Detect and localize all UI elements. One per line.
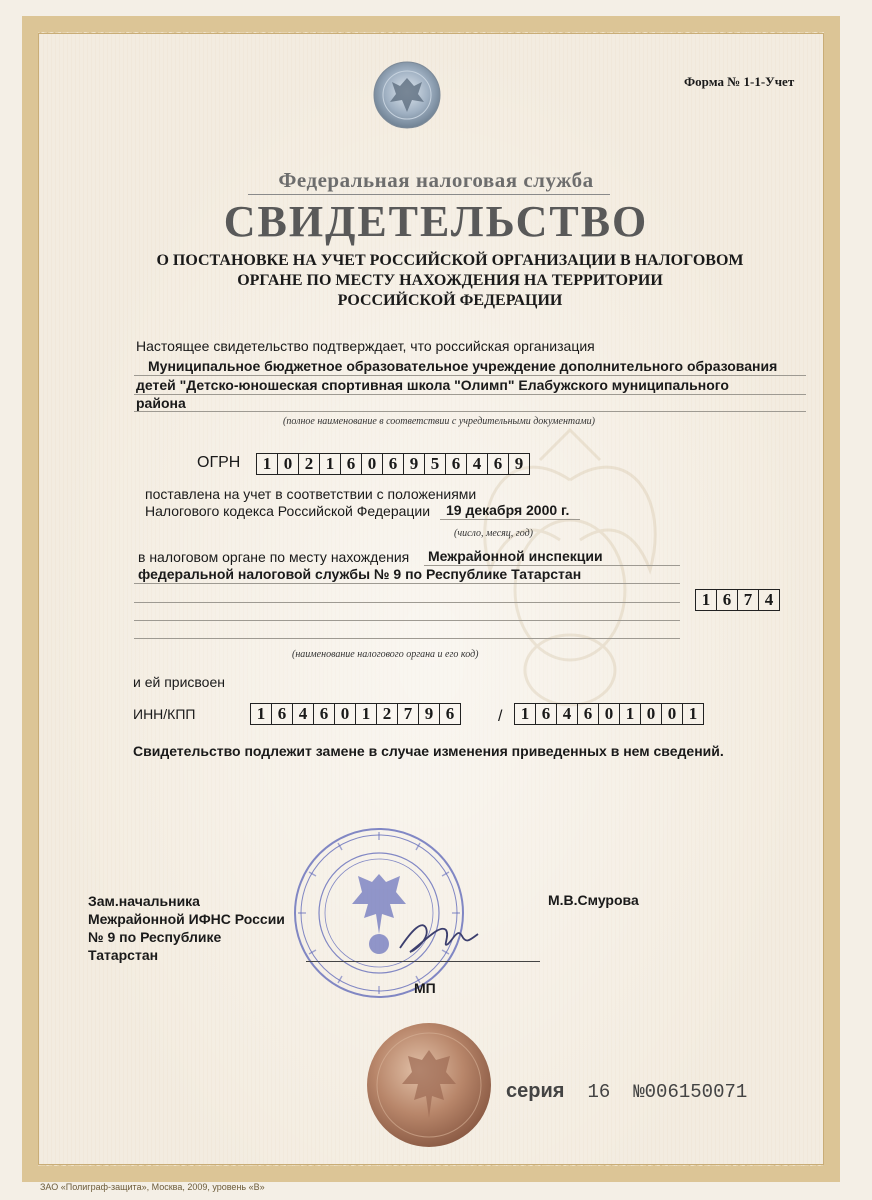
ogrn-digit: 4 — [467, 454, 488, 474]
inn-digit: 1 — [356, 704, 377, 724]
subtitle-line: ОРГАНЕ ПО МЕСТУ НАХОЖДЕНИЯ НА ТЕРРИТОРИИ — [237, 272, 663, 289]
signer-position-line: Татарстан — [88, 947, 159, 963]
registration-line-2: Налогового кодекса Российской Федерации — [145, 503, 431, 519]
ogrn-digit: 5 — [425, 454, 446, 474]
ogrn-digit: 0 — [278, 454, 299, 474]
inn-digit: 6 — [445, 704, 455, 723]
inn-digit: 9 — [419, 704, 440, 724]
organization-hint: (полное наименование в соответствии с учредительными документами) — [283, 416, 595, 427]
subtitle-line: РОССИЙСКОЙ ФЕДЕРАЦИИ — [337, 292, 563, 309]
kpp-digit: 6 — [578, 704, 599, 724]
replacement-note: Свидетельство подлежит замене в случае изменения приведенных в нем сведений. — [133, 743, 724, 759]
signer-position — [88, 892, 285, 964]
inn-kpp-label: ИНН/КПП — [133, 706, 196, 722]
inn-digit: 7 — [398, 704, 419, 724]
tax-office-hint: (наименование налогового органа и его код) — [292, 649, 479, 660]
series-number-prefix: № — [633, 1081, 645, 1103]
inn-digit: 6 — [272, 704, 293, 724]
kpp-digit: 6 — [536, 704, 557, 724]
certificate-subtitle — [120, 251, 780, 311]
inn-digit: 4 — [293, 704, 314, 724]
organization-name-line-1: Муниципальное бюджетное образовательное учреждение дополнительного образования — [148, 358, 778, 374]
tax-office-rule — [134, 620, 680, 621]
agency-underline — [248, 194, 610, 195]
tax-office-name-part-1: Межрайонной инспекции — [428, 548, 603, 564]
tax-office-rule — [134, 602, 680, 603]
ogrn-digit: 9 — [404, 454, 425, 474]
ogrn-digit: 6 — [341, 454, 362, 474]
inn-digits — [250, 703, 461, 725]
tax-office-code-digit: 4 — [764, 590, 774, 609]
registration-line-1: поставлена на учет в соответствии с положениями — [145, 486, 477, 502]
ogrn-digit: 6 — [488, 454, 509, 474]
org-rule — [134, 411, 806, 412]
ogrn-digit: 1 — [320, 454, 341, 474]
kpp-digit: 0 — [599, 704, 620, 724]
ogrn-digit: 1 — [257, 454, 278, 474]
series-value: 16 — [587, 1081, 611, 1103]
kpp-digit: 1 — [620, 704, 641, 724]
signer-name: М.В.Смурова — [548, 892, 639, 908]
tax-office-rule — [134, 638, 680, 639]
date-hint: (число, месяц, год) — [454, 528, 533, 539]
certificate-title: СВИДЕТЕЛЬСТВО — [223, 197, 649, 246]
tax-office-code-digit: 6 — [717, 590, 738, 610]
signer-position-line: Зам.начальника — [88, 893, 200, 909]
inn-digit: 2 — [377, 704, 398, 724]
signer-position-line: Межрайонной ИФНС России — [88, 911, 285, 927]
signature-rule — [306, 961, 540, 962]
tax-office-name-part-2: федеральной налоговой службы № 9 по Республике Татарстан — [138, 566, 582, 582]
kpp-digit: 4 — [557, 704, 578, 724]
kpp-digit: 0 — [641, 704, 662, 724]
signer-position-line: № 9 по Республике — [88, 929, 222, 945]
date-rule — [440, 519, 580, 520]
tax-office-code-digits — [695, 589, 780, 611]
ogrn-digit: 0 — [362, 454, 383, 474]
kpp-digits — [514, 703, 704, 725]
tax-office-code-digit: 1 — [696, 590, 717, 610]
form-number: Форма № 1-1-Учет — [684, 74, 795, 89]
series-number: 006150071 — [644, 1081, 748, 1103]
kpp-digit: 1 — [688, 704, 698, 723]
tax-office-label: в налоговом органе по месту нахождения — [138, 549, 410, 565]
ogrn-label: ОГРН — [197, 454, 241, 471]
inn-digit: 0 — [335, 704, 356, 724]
ogrn-digit: 6 — [446, 454, 467, 474]
ogrn-digit: 9 — [514, 454, 524, 473]
tax-office-rule — [134, 583, 680, 584]
confirmation-text: Настоящее свидетельство подтверждает, что российская организация — [136, 338, 595, 354]
inn-digit: 1 — [251, 704, 272, 724]
assigned-text: и ей присвоен — [133, 674, 225, 690]
org-rule — [134, 394, 806, 395]
subtitle-line: О ПОСТАНОВКЕ НА УЧЕТ РОССИЙСКОЙ ОРГАНИЗАЦИИ В НАЛОГОВОМ — [156, 252, 744, 269]
inn-kpp-separator: / — [498, 708, 503, 725]
registration-date: 19 декабря 2000 г. — [446, 502, 570, 518]
printer-line: ЗАО «Полиграф-защита», Москва, 2009, уровень «В» — [40, 1182, 265, 1192]
agency-name: Федеральная налоговая служба — [278, 168, 594, 192]
gold-embossed-seal — [366, 1022, 492, 1148]
org-rule — [134, 375, 806, 376]
seal-place-label: МП — [414, 980, 436, 996]
organization-name-line-2: детей "Детско-юношеская спортивная школа "Олимп" Елабужского муниципального — [136, 377, 729, 393]
kpp-digit: 0 — [662, 704, 683, 724]
ogrn-digit: 6 — [383, 454, 404, 474]
series-label: серия — [506, 1080, 565, 1102]
ogrn-digits — [256, 453, 530, 475]
ogrn-digit: 2 — [299, 454, 320, 474]
tax-office-code-digit: 7 — [738, 590, 759, 610]
inn-digit: 6 — [314, 704, 335, 724]
kpp-digit: 1 — [515, 704, 536, 724]
organization-name-line-3: района — [136, 395, 186, 411]
signature — [396, 910, 482, 960]
series-block — [506, 1080, 747, 1103]
hologram-emblem-icon — [372, 60, 442, 130]
